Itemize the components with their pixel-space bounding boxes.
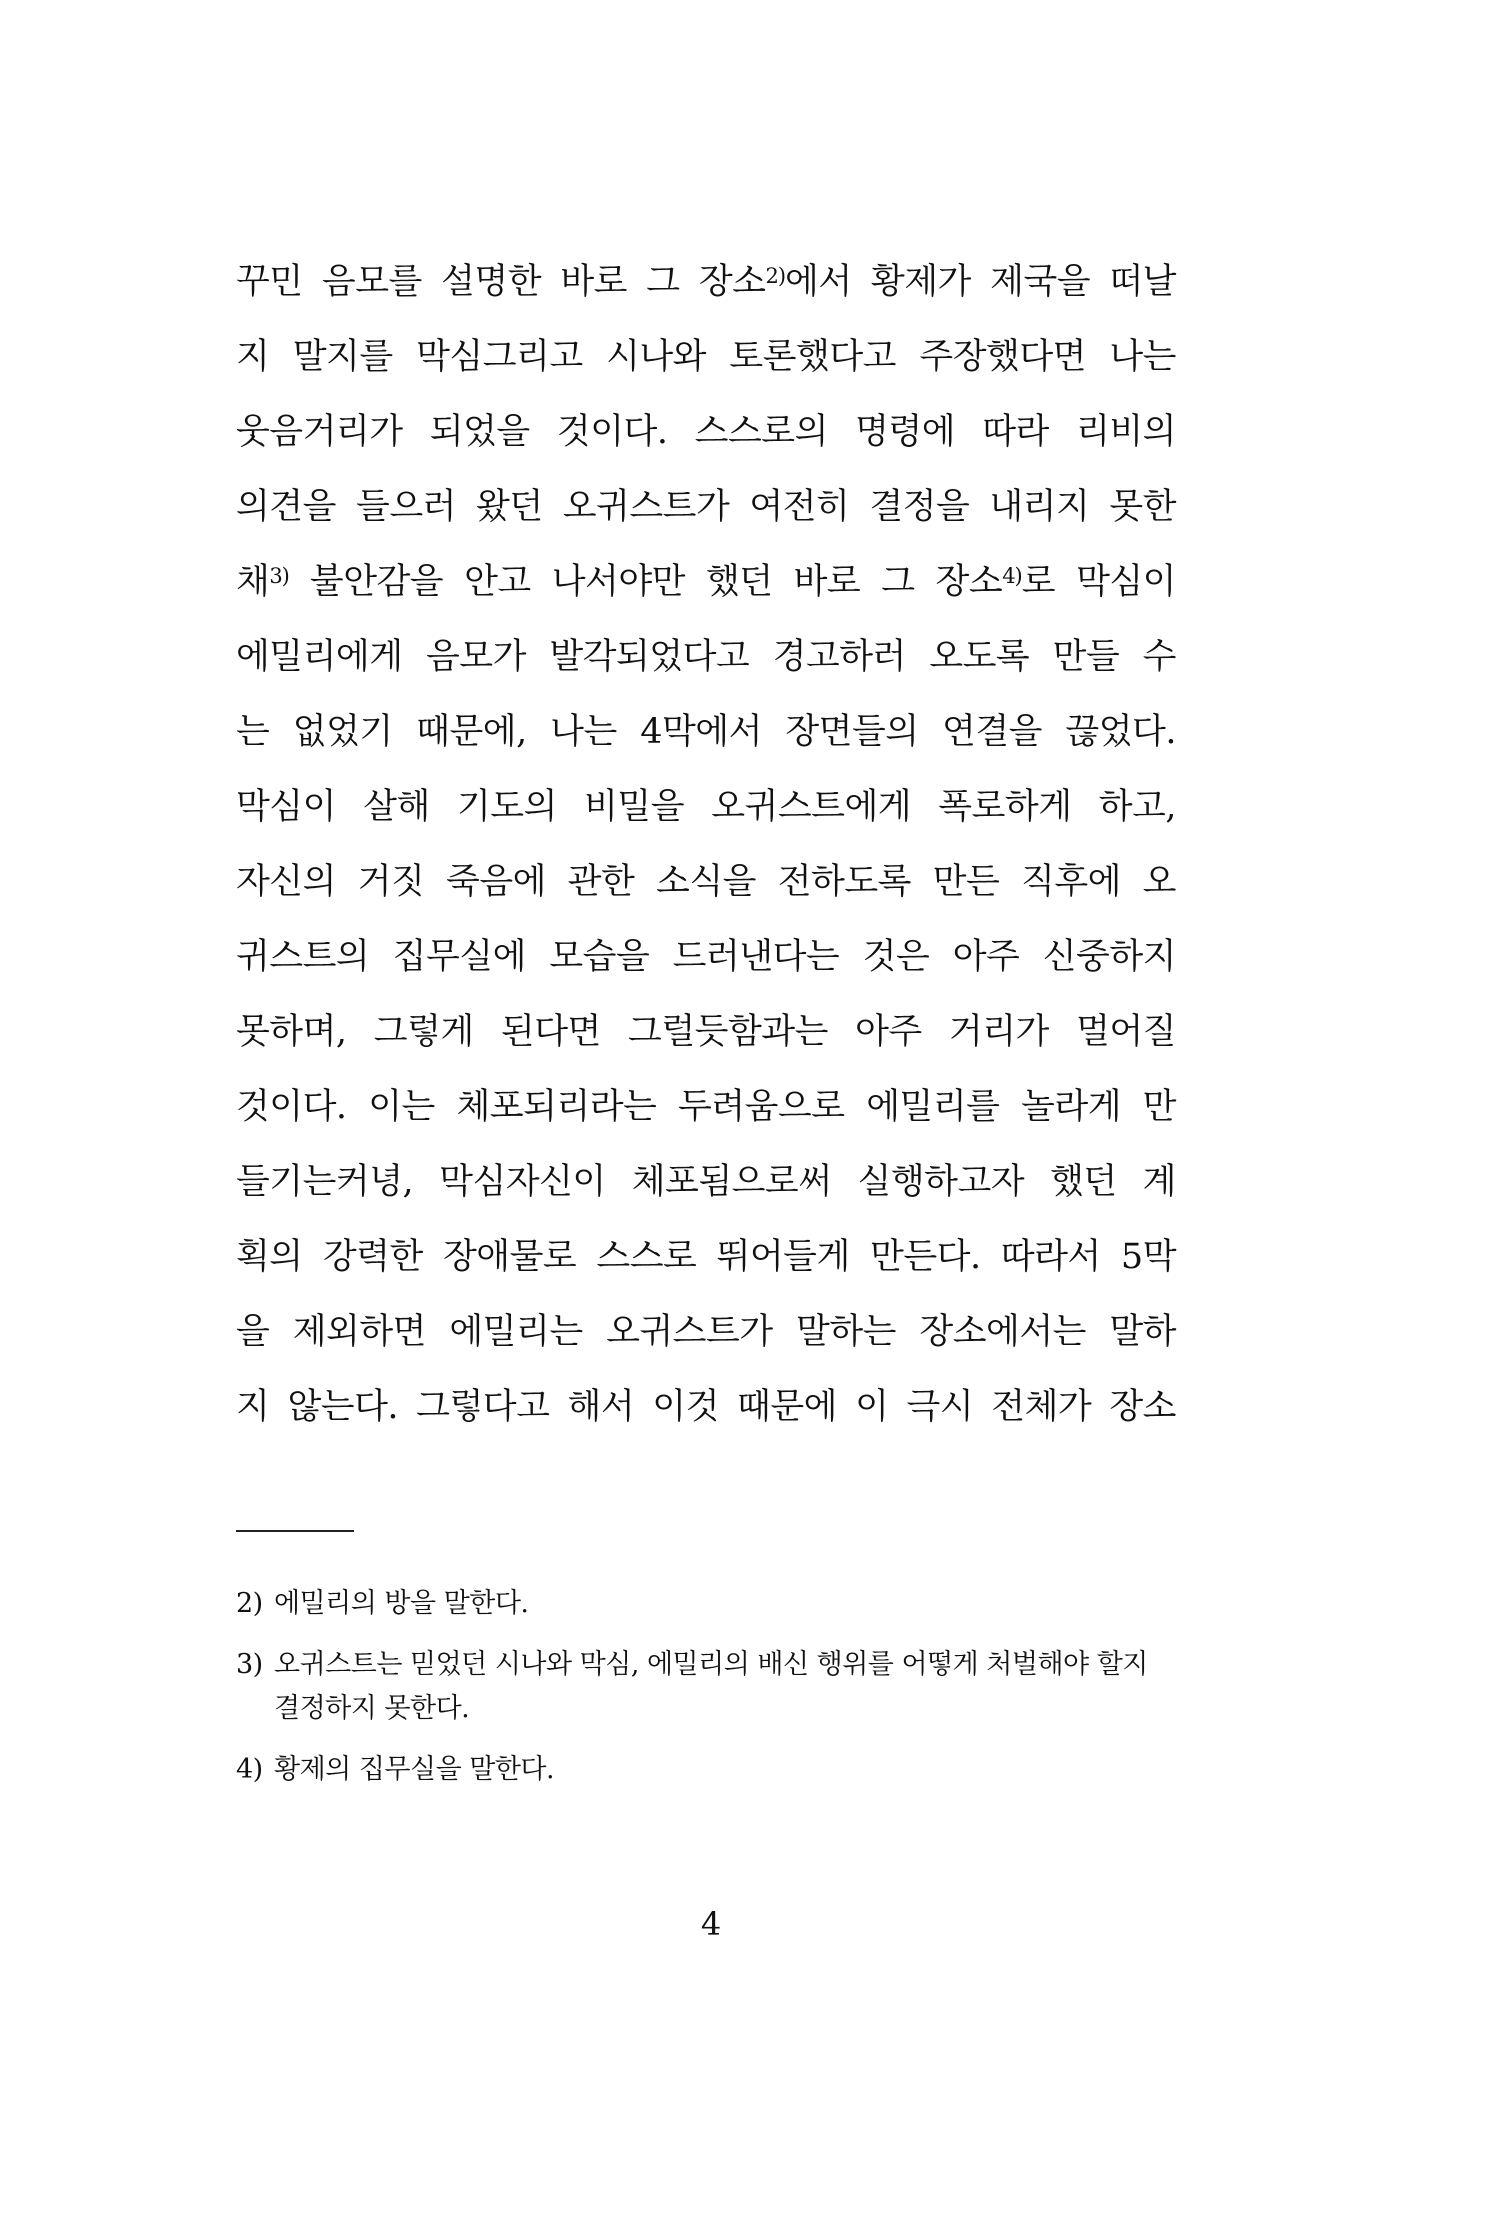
- text-segment: 에밀리에게 음모가 발각되었다고 경고하러 오도록 만들 수: [236, 637, 1176, 677]
- text-segment: 못하며, 그렇게 된다면 그럴듯함과는 아주 거리가 멀어질: [236, 1012, 1176, 1052]
- text-segment: 을 제외하면 에밀리는 오귀스트가 말하는 장소에서는 말하: [236, 1312, 1176, 1352]
- body-line-11: [236, 995, 1176, 1070]
- body-line-5: [236, 545, 1176, 620]
- text-segment: 지 말지를 막심그리고 시나와 토론했다고 주장했다면 나는: [236, 337, 1176, 377]
- text-segment: 들기는커녕, 막심자신이 체포됨으로써 실행하고자 했던 계: [236, 1162, 1176, 1202]
- footnote-number: 2): [236, 1588, 263, 1619]
- body-line-7: [236, 695, 1176, 770]
- body-line-3: [236, 395, 1176, 470]
- body-line-10: [236, 920, 1176, 995]
- body-line-6: [236, 620, 1176, 695]
- text-segment: 꾸민 음모를 설명한 바로 그 장소: [236, 262, 766, 302]
- body-line-14: [236, 1220, 1176, 1295]
- text-segment: 귀스트의 집무실에 모습을 드러낸다는 것은 아주 신중하지: [236, 937, 1176, 977]
- body-line-8: [236, 770, 1176, 845]
- page-number: 4: [700, 1905, 722, 1943]
- footnotes: [236, 1582, 1176, 1809]
- body-text: [236, 245, 1176, 1445]
- text-segment: 것이다. 이는 체포되리라는 두려움으로 에밀리를 놀라게 만: [236, 1087, 1176, 1127]
- body-line-9: [236, 845, 1176, 920]
- text-segment: 불안감을 안고 나서야만 했던 바로 그 장소: [288, 562, 1003, 602]
- footnote-separator: [236, 1530, 354, 1532]
- body-line-4: [236, 470, 1176, 545]
- footnote-text: 에밀리의 방을 말한다.: [274, 1588, 529, 1619]
- footnote-ref-2[interactable]: 2): [765, 264, 786, 288]
- footnote-3: [236, 1643, 1176, 1731]
- text-segment: 웃음거리가 되었을 것이다. 스스로의 명령에 따라 리비의: [236, 412, 1176, 452]
- footnote-text: 황제의 집무실을 말한다.: [274, 1754, 555, 1785]
- body-line-15: [236, 1295, 1176, 1370]
- text-segment: 채: [236, 562, 270, 602]
- footnote-ref-4[interactable]: 4): [1002, 564, 1022, 588]
- body-line-12: [236, 1070, 1176, 1145]
- text-segment: 지 않는다. 그렇다고 해서 이것 때문에 이 극시 전체가 장소: [236, 1387, 1176, 1427]
- text-segment: 막심이 살해 기도의 비밀을 오귀스트에게 폭로하게 하고,: [236, 787, 1176, 827]
- body-line-1: [236, 245, 1176, 320]
- body-line-16: [236, 1370, 1176, 1445]
- text-segment: 의견을 들으러 왔던 오귀스트가 여전히 결정을 내리지 못한: [236, 487, 1176, 527]
- footnote-4: [236, 1748, 1176, 1792]
- body-line-2: [236, 320, 1176, 395]
- text-segment: 는 없었기 때문에, 나는 4막에서 장면들의 연결을 끊었다.: [236, 712, 1176, 752]
- text-segment: 에서 황제가 제국을 떠날: [785, 262, 1176, 302]
- text-segment: 로 막심이: [1021, 562, 1176, 602]
- text-segment: 자신의 거짓 죽음에 관한 소식을 전하도록 만든 직후에 오: [236, 862, 1176, 902]
- text-segment: 획의 강력한 장애물로 스스로 뛰어들게 만든다. 따라서 5막: [236, 1237, 1176, 1277]
- body-line-13: [236, 1145, 1176, 1220]
- footnote-ref-3[interactable]: 3): [269, 564, 289, 588]
- footnote-2: [236, 1582, 1176, 1626]
- footnote-number: 3): [236, 1649, 263, 1680]
- footnote-number: 4): [236, 1754, 263, 1785]
- footnote-text: 오귀스트는 믿었던 시나와 막심, 에밀리의 배신 행위를 어떻게 처벌해야 할지 결정하지 못한다.: [274, 1649, 1148, 1724]
